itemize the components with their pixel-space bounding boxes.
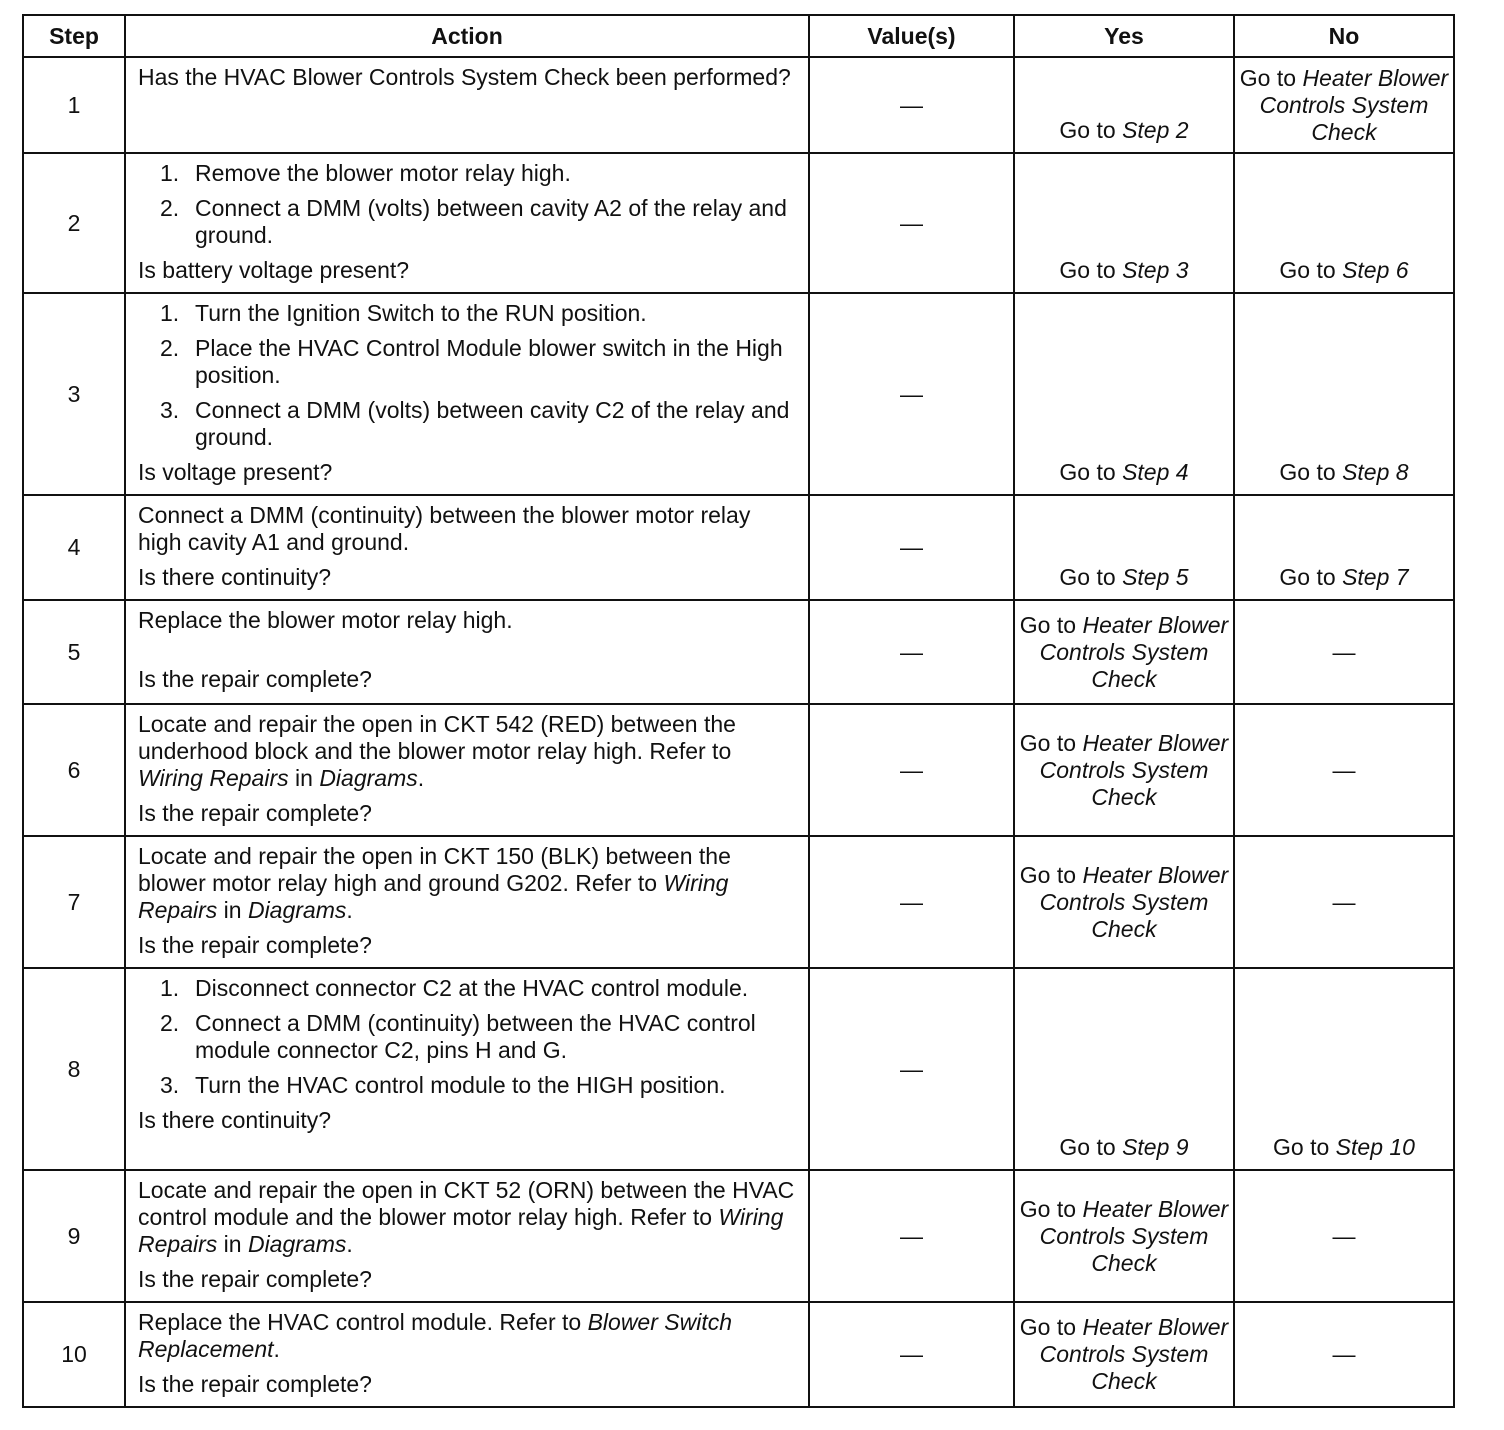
step-number: 9 [23, 1170, 125, 1302]
reference-link: Wiring Repairs [138, 765, 289, 791]
header-step: Step [23, 15, 125, 57]
no-cell: Go to Step 6 [1234, 153, 1454, 293]
action-text: Replace the HVAC control module. Refer to Blower Switch Replacement. [138, 1309, 733, 1362]
yes-cell: Go to Step 4 [1014, 293, 1234, 495]
action-question: Is the repair complete? [138, 800, 372, 826]
value-dash: — [900, 209, 923, 236]
header-values: Value(s) [809, 15, 1014, 57]
action-cell [125, 704, 809, 836]
no-dash: — [1332, 888, 1356, 915]
goto-label: Go to [1059, 117, 1116, 143]
table-row [23, 1170, 1454, 1302]
yes-target: Heater Blower Controls System Check [1039, 861, 1229, 942]
value-cell [809, 1302, 1014, 1407]
step-number: 5 [23, 600, 125, 704]
no-target: Step 6 [1342, 257, 1409, 283]
goto-label: Go to [1239, 64, 1297, 91]
table-row [23, 704, 1454, 836]
step-number: 8 [23, 968, 125, 1170]
no-cell [1234, 57, 1454, 153]
value-dash: — [900, 534, 923, 560]
action-text: Connect a DMM (continuity) between the blower motor relay high cavity A1 and ground. [138, 502, 751, 555]
yes-cell: Go to Step 9 [1014, 968, 1234, 1170]
step-number: 1 [23, 57, 125, 153]
table-row [23, 836, 1454, 968]
no-dash: — [1332, 1222, 1356, 1249]
reference-link: Blower Switch Replacement [138, 1309, 733, 1362]
no-cell [1234, 600, 1454, 704]
yes-target: Step 3 [1122, 257, 1189, 283]
action-question: Is there continuity? [138, 564, 332, 590]
list-item: 1. Turn the Ignition Switch to the RUN position. [160, 300, 647, 326]
yes-cell: Go to Heater Blower Controls System Check [1014, 600, 1234, 704]
action-cell [125, 836, 809, 968]
step-number: 3 [23, 293, 125, 495]
diagnostic-table [22, 14, 1455, 1408]
action-question: Is the repair complete? [138, 1371, 372, 1397]
no-target: Step 8 [1342, 459, 1409, 485]
value-dash: — [900, 92, 923, 119]
yes-target: Step 2 [1122, 117, 1189, 143]
no-cell: Go to Step 7 [1234, 495, 1454, 600]
no-dash: — [1332, 1341, 1356, 1367]
action-text: Locate and repair the open in CKT 542 (RED) between the underhood block and the blower motor relay high. Refer to Wiring Repairs in Diagrams. [138, 711, 736, 791]
no-target: Heater Blower Controls System Check [1259, 64, 1449, 145]
table-row [23, 57, 1454, 153]
value-cell [809, 293, 1014, 495]
action-text: Has the HVAC Blower Controls System Check been performed? [138, 64, 791, 90]
action-cell [125, 968, 809, 1170]
no-target: Step 7 [1342, 564, 1409, 590]
no-cell [1234, 1170, 1454, 1302]
reference-link: Wiring Repairs [138, 1204, 784, 1257]
action-list [138, 975, 800, 1099]
yes-cell: Go to Heater Blower Controls System Check [1014, 836, 1234, 968]
list-item: 3. Turn the HVAC control module to the HIGH position. [160, 1072, 726, 1098]
reference-link: Wiring Repairs [138, 870, 729, 923]
yes-target: Step 5 [1122, 564, 1189, 590]
table-row [23, 153, 1454, 293]
reference-doc: Diagrams [247, 897, 347, 923]
no-cell [1234, 836, 1454, 968]
action-cell [125, 600, 809, 704]
action-text: Locate and repair the open in CKT 52 (ORN) between the HVAC control module and the blower motor relay high. Refer to Wiring Repairs in Diagrams. [138, 1177, 795, 1257]
value-cell [809, 1170, 1014, 1302]
no-target: Step 10 [1335, 1134, 1415, 1160]
value-dash: — [900, 1055, 923, 1082]
action-question: Is battery voltage present? [138, 257, 410, 283]
yes-target: Step 9 [1122, 1134, 1189, 1160]
value-cell [809, 495, 1014, 600]
table-row [23, 495, 1454, 600]
step-number: 6 [23, 704, 125, 836]
action-question: Is the repair complete? [138, 1266, 372, 1292]
table-row [23, 600, 1454, 704]
value-dash: — [900, 888, 923, 915]
no-cell [1234, 704, 1454, 836]
yes-cell [1014, 57, 1234, 153]
yes-cell: Go to Heater Blower Controls System Check [1014, 704, 1234, 836]
action-question: Is there continuity? [138, 1107, 332, 1133]
action-question: Is the repair complete? [138, 932, 372, 958]
action-cell [125, 153, 809, 293]
value-dash: — [900, 380, 923, 407]
yes-target: Heater Blower Controls System Check [1039, 1195, 1229, 1276]
no-dash: — [1332, 638, 1356, 665]
value-dash: — [900, 1222, 923, 1249]
table-row [23, 968, 1454, 1170]
value-cell [809, 153, 1014, 293]
action-cell [125, 495, 809, 600]
action-text: Locate and repair the open in CKT 150 (BLK) between the blower motor relay high and ground G202. Refer to Wiring Repairs in Diagrams. [138, 843, 731, 923]
list-item: 1. Disconnect connector C2 at the HVAC control module. [160, 975, 749, 1001]
no-cell: Go to Step 10 [1234, 968, 1454, 1170]
value-dash: — [900, 756, 923, 783]
list-item: 2. Connect a DMM (volts) between cavity A2 of the relay and ground. [160, 195, 787, 248]
action-cell [125, 1170, 809, 1302]
step-number: 10 [23, 1302, 125, 1407]
no-dash: — [1332, 756, 1356, 783]
table-row [23, 293, 1454, 495]
yes-target: Heater Blower Controls System Check [1039, 729, 1229, 810]
action-question: Is the repair complete? [138, 666, 372, 692]
no-cell: Go to Step 8 [1234, 293, 1454, 495]
action-list [138, 300, 800, 451]
action-cell [125, 57, 809, 153]
step-number: 4 [23, 495, 125, 600]
header-no: No [1234, 15, 1454, 57]
list-item: 3. Connect a DMM (volts) between cavity C2 of the relay and ground. [160, 397, 790, 450]
value-cell [809, 968, 1014, 1170]
yes-cell: Go to Heater Blower Controls System Check [1014, 1170, 1234, 1302]
header-action: Action [125, 15, 809, 57]
list-item: 1. Remove the blower motor relay high. [160, 160, 571, 186]
action-text: Replace the blower motor relay high. [138, 607, 513, 633]
yes-cell: Go to Step 5 [1014, 495, 1234, 600]
yes-cell: Go to Step 3 [1014, 153, 1234, 293]
no-cell [1234, 1302, 1454, 1407]
reference-doc: Diagrams [247, 1231, 347, 1257]
value-cell [809, 600, 1014, 704]
header-row [23, 15, 1454, 57]
reference-doc: Diagrams [319, 765, 418, 791]
yes-target: Heater Blower Controls System Check [1039, 611, 1229, 692]
value-dash: — [900, 1341, 923, 1367]
yes-target: Step 4 [1122, 459, 1189, 485]
value-cell [809, 704, 1014, 836]
action-question: Is voltage present? [138, 459, 333, 485]
action-cell [125, 293, 809, 495]
yes-target: Heater Blower Controls System Check [1039, 1314, 1229, 1394]
value-cell [809, 836, 1014, 968]
value-dash: — [900, 638, 923, 665]
header-yes: Yes [1014, 15, 1234, 57]
list-item: 2. Connect a DMM (continuity) between the HVAC control module connector C2, pins H and G. [160, 1010, 756, 1063]
yes-cell: Go to Heater Blower Controls System Check [1014, 1302, 1234, 1407]
step-number: 2 [23, 153, 125, 293]
value-cell [809, 57, 1014, 153]
step-number: 7 [23, 836, 125, 968]
table-row [23, 1302, 1454, 1407]
action-cell [125, 1302, 809, 1407]
list-item: 2. Place the HVAC Control Module blower switch in the High position. [160, 335, 783, 388]
action-list [138, 160, 800, 249]
